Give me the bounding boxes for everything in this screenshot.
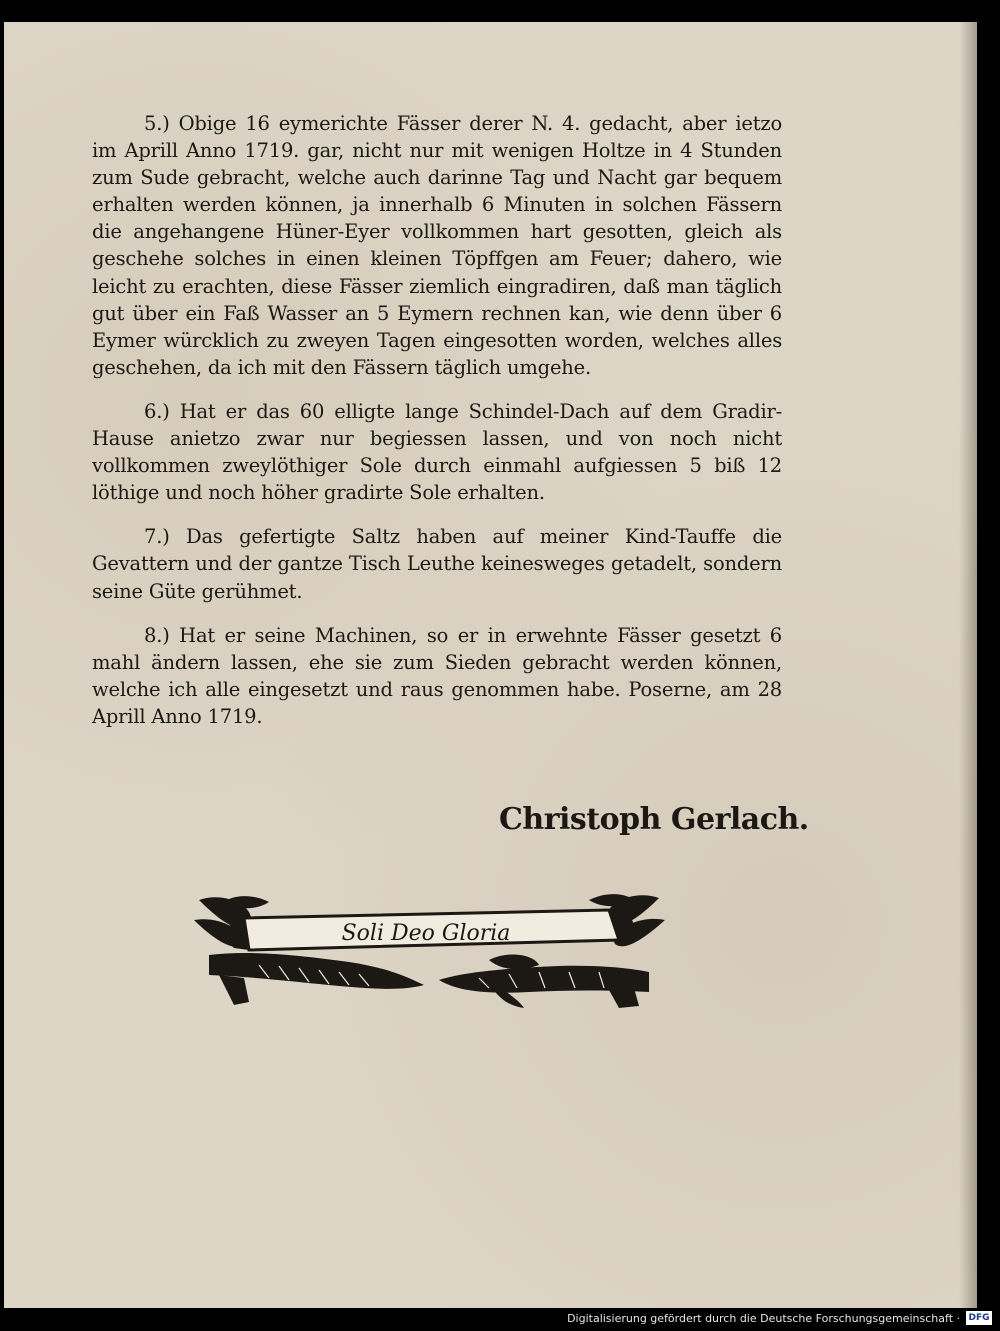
- paragraph-6: 6.) Hat er das 60 elligte lange Schindel-Dach auf dem Gradir-Hause anietzo zwar nur begiessen lassen, und von noch nicht vollkommen zweylöthiger Sole durch einmahl aufgiessen 5 biß 12 löthige und noch höher gradirte Sole erhalten.: [92, 399, 782, 505]
- paragraph-7: 7.) Das gefertigte Saltz haben auf meiner Kind-Tauffe die Gevattern und der gantze Tisch Leuthe keinesweges getadelt, sondern seine Güte gerühmet.: [92, 525, 782, 603]
- footer-credit: Digitalisierung gefördert durch die Deutsche Forschungsgemeinschaft ·: [567, 1312, 960, 1325]
- page-edge-shadow: [959, 22, 977, 1308]
- paragraph-5: 5.) Obige 16 eymerichte Fässer derer N. 4. gedacht, aber ietzo im Aprill Anno 1719. gar, nicht nur mit wenigen Holtze in 4 Stunden zum Sude gebracht, welche auch darinne Tag und Nacht gar bequem erhalten werden können, ja innerhalb 6 Minuten in solchen Fässern die angehangene Hüner-Eyer vollkommen hart gesotten, gleich als geschehe solches in einen kleinen Töpffgen am Feuer; dahero, wie leicht zu erachten, diese Fässer ziemlich eingradiren, daß man täglich gut über ein Faß Wasser an 5 Eymern rechnen kan, wie denn über 6 Eymer würcklich zu zweyen Tagen eingesotten worden, welches alles geschehen, da ich mit den Fässern täglich umgehe.: [92, 112, 782, 379]
- document-page: [4, 22, 977, 1308]
- body-text: [92, 110, 782, 730]
- signature: Christoph Gerlach.: [499, 802, 809, 837]
- soli-deo-gloria-ornament: [189, 880, 669, 1010]
- dfg-logo: DFG: [966, 1311, 992, 1325]
- clasped-hands: [209, 953, 649, 1008]
- paragraph-8: 8.) Hat er seine Machinen, so er in erwehnte Fässer gesetzt 6 mahl ändern lassen, ehe sie zum Sieden gebracht werden können, welche ich alle eingesetzt und raus genommen habe. Poserne, am 28 Aprill Anno 1719.: [92, 623, 782, 728]
- ornament-motto: Soli Deo Gloria: [341, 921, 511, 946]
